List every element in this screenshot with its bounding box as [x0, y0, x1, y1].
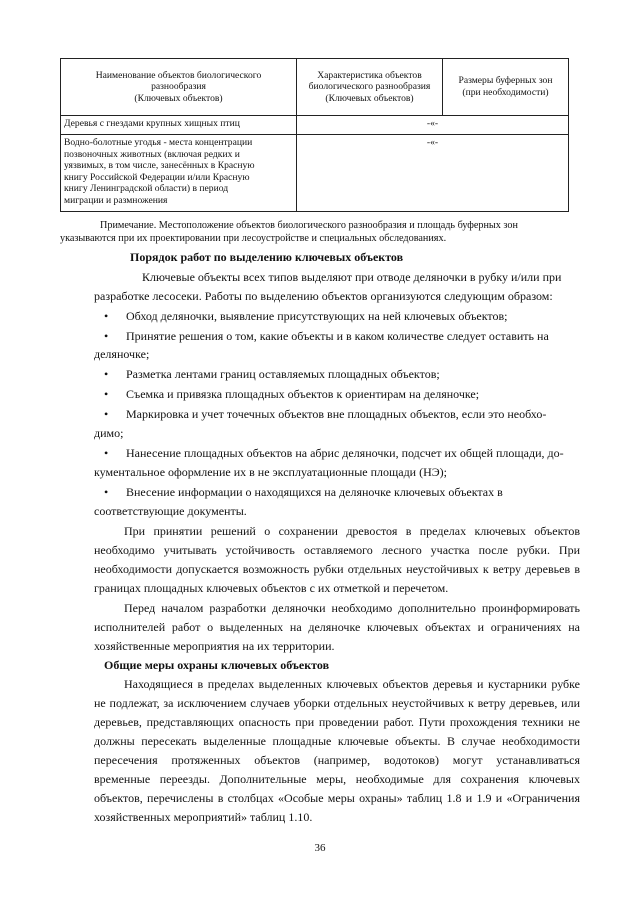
bullet-icon: • — [104, 309, 109, 323]
list-item: • Обход деляночки, выявление присутствующих на ней ключевых объектов; — [104, 309, 508, 323]
intro-line: разработке лесосеки. Работы по выделению объектов организуются следующим образом: — [94, 289, 553, 303]
row-object-name: Деревья с гнездами крупных хищных птиц — [61, 116, 297, 135]
paragraph-line: границах площадных ключевых объектов с их отметкой и перечетом. — [94, 581, 449, 595]
bullet-icon: • — [104, 387, 109, 401]
paragraph-line: временные переезды. Дополнительные меры, необходимые для сохранения ключевых — [94, 772, 580, 786]
intro-line: Ключевые объекты всех типов выделяют при отводе деляночки в рубку и/или при — [142, 270, 562, 284]
row-object-name: Водно-болотные угодья - места концентрации позвоночных животных (включая редких и уязвимых, в том числе, занесённых в Красную книгу Российской Федерации и/или Красную книгу Ленинградской области) в период миграции и размножения — [61, 135, 297, 212]
header-object-name: Наименование объектов биологического разнообразия (Ключевых объектов) — [61, 59, 297, 116]
paragraph-line: пересечения протяженных объектов (например, водотоков) могут устанавливаться — [94, 753, 580, 767]
list-item-continuation: соответствующие документы. — [94, 504, 247, 518]
paragraph-line: хозяйственные мероприятия на их территории. — [94, 639, 335, 653]
paragraph-line: необходимо учитывать устойчивость оставляемого лесного участка после рубки. При — [94, 543, 580, 557]
list-item-continuation: деляночке; — [94, 347, 150, 361]
paragraph-line: деревьев, представляющих опасность при проведении работ. Пути прохождения техники не — [94, 715, 580, 729]
list-item: • Маркировка и учет точечных объектов вне площадных объектов, если это необхо- — [104, 407, 547, 421]
bullet-icon: • — [104, 446, 109, 460]
paragraph-line: объектов, перечислены в столбцах «Особые меры охраны» таблиц 1.8 и 1.9 и «Ограничения — [94, 791, 580, 805]
bullet-icon: • — [104, 485, 109, 499]
paragraph-line: хозяйственных мероприятий» таблиц 1.10. — [94, 810, 313, 824]
list-item-continuation: димо; — [94, 426, 124, 440]
bullet-icon: • — [104, 367, 109, 381]
table-row — [61, 116, 569, 135]
bullet-icon: • — [104, 329, 109, 343]
list-item-continuation: кументальное оформление их в не эксплуатационные площади (НЭ); — [94, 465, 448, 479]
table-row — [61, 135, 569, 212]
paragraph-line: Находящиеся в пределах выделенных ключевых объектов деревья и кустарники рубке — [124, 677, 580, 691]
list-item: • Разметка лентами границ оставляемых площадных объектов; — [104, 367, 440, 381]
paragraph-line: должны пересекать выделенные площадные ключевые объекты. В случае необходимости — [94, 734, 580, 748]
header-object-characteristics: Характеристика объектов биологического разнообразия (Ключевых объектов) — [297, 59, 443, 116]
table-header-row — [61, 59, 569, 116]
section-heading-protection: Общие меры охраны ключевых объектов — [104, 658, 330, 672]
paragraph-line: необходимости допускается возможность рубки отдельных неустойчивых к ветру деревьев в — [94, 562, 580, 576]
paragraph-line: Перед началом разработки деляночки необходимо дополнительно проинформировать — [124, 601, 580, 615]
row-ditto-mark: -«- — [297, 135, 569, 212]
bullet-icon: • — [104, 407, 109, 421]
paragraph-line: не подлежат, за исключением случаев уборки отдельных неустойчивых к ветру деревьев, или — [94, 696, 580, 710]
row-ditto-mark: -«- — [297, 116, 569, 135]
header-buffer-zone-size: Размеры буферных зон (при необходимости) — [443, 59, 569, 116]
list-item: • Внесение информации о находящихся на деляночке ключевых объектах в — [104, 485, 503, 499]
list-item: • Съемка и привязка площадных объектов к ориентирам на деляночке; — [104, 387, 480, 401]
key-objects-table — [60, 58, 569, 212]
table-note: Примечание. Местоположение объектов биологического разнообразия и площадь буферных зон указываются при их проектировании при лесоустройстве и специальных обследованиях. — [60, 220, 518, 244]
section-heading-procedure: Порядок работ по выделению ключевых объектов — [130, 250, 404, 264]
paragraph-line: При принятии решений о сохранении древостоя в пределах ключевых объектов — [124, 524, 580, 538]
page-number: 36 — [314, 842, 326, 854]
list-item: • Нанесение площадных объектов на абрис деляночки, подсчет их общей площади, до- — [104, 446, 564, 460]
paragraph-line: исполнителей работ о выделенных на деляночке ключевых объектах и ограничениях на — [94, 620, 580, 634]
list-item: • Принятие решения о том, какие объекты и в каком количестве следует оставить на — [104, 329, 549, 343]
